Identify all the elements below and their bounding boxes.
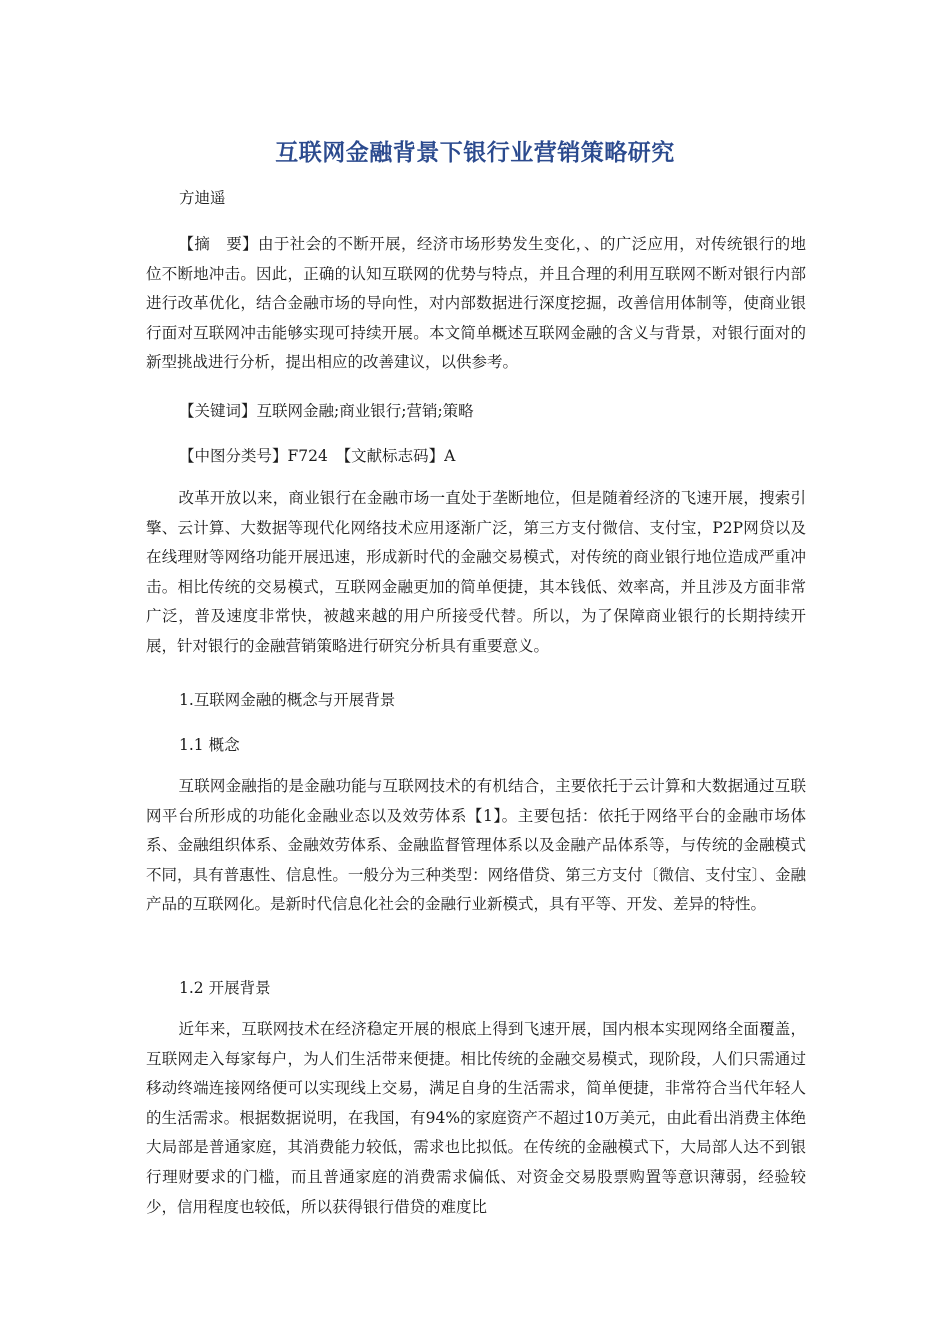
paper-title: 互联网金融背景下银行业营销策略研究 bbox=[275, 140, 675, 166]
concept-paragraph: 互联网金融指的是金融功能与互联网技术的有机结合，主要依托于云计算和大数据通过互联网平台所形成的功能化金融业态以及效劳体系【1】。主要包括：依托于网络平台的金融市场体系、金融组织体系、金融效劳体系、金融监督管理体系以及金融产品体系等，与传统的金融模式不同，具有普惠性、信息性。一般分为三种类型：网络借贷、第三方支付〔微信、支付宝〕、金融产品的互联网化。是新时代信息化社会的金融行业新模式，具有平等、开发、差异的特性。 bbox=[146, 777, 806, 914]
author-name: 方迪遥 bbox=[179, 189, 226, 207]
classification-line: 【中图分类号】F724 【文献标志码】A bbox=[179, 447, 456, 465]
abstract-paragraph: 【摘 要】由于社会的不断开展，经济市场形势发生变化，、的广泛应用，对传统银行的地位不断地冲击。因此，正确的认知互联网的优势与特点，并且合理的利用互联网不断对银行内部进行改革优化，结合金融市场的导向性，对内部数据进行深度挖掘，改善信用体制等，使商业银行面对互联网冲击能够实现可持续开展。本文简单概述互联网金融的含义与背景，对银行面对的新型挑战进行分析，提出相应的改善建议，以供参考。 bbox=[146, 235, 806, 372]
background-paragraph: 近年来，互联网技术在经济稳定开展的根底上得到飞速开展，国内根本实现网络全面覆盖，互联网走入每家每户，为人们生活带来便捷。相比传统的金融交易模式，现阶段，人们只需通过移动终端连接网络便可以实现线上交易，满足自身的生活需求，简单便捷，非常符合当代年轻人的生活需求。根据数据说明，在我国，有94%的家庭资产不超过10万美元，由此看出消费主体绝大局部是普通家庭，其消费能力较低，需求也比拟低。在传统的金融模式下，大局部人达不到银行理财要求的门槛，而且普通家庭的消费需求偏低、对资金交易股票购置等意识薄弱，经验较少，信用程度也较低，所以获得银行借贷的难度比 bbox=[146, 1020, 806, 1216]
keywords-line: 【关键词】互联网金融;商业银行;营销;策略 bbox=[179, 402, 474, 420]
section-heading-1: 1.互联网金融的概念与开展背景 bbox=[179, 691, 396, 709]
intro-paragraph: 改革开放以来，商业银行在金融市场一直处于垄断地位，但是随着经济的飞速开展，搜索引擎、云计算、大数据等现代化网络技术应用逐渐广泛，第三方支付微信、支付宝，P2P网贷以及在线理财等网络功能开展迅速，形成新时代的金融交易模式，对传统的商业银行地位造成严重冲击。相比传统的交易模式，互联网金融更加的简单便捷，其本钱低、效率高，并且涉及方面非常广泛，普及速度非常快，被越来越的用户所接受代替。所以，为了保障商业银行的长期持续开展，针对银行的金融营销策略进行研究分析具有重要意义。 bbox=[146, 489, 806, 655]
subsection-heading-1-1: 1.1 概念 bbox=[179, 736, 240, 754]
subsection-heading-1-2: 1.2 开展背景 bbox=[179, 979, 271, 997]
